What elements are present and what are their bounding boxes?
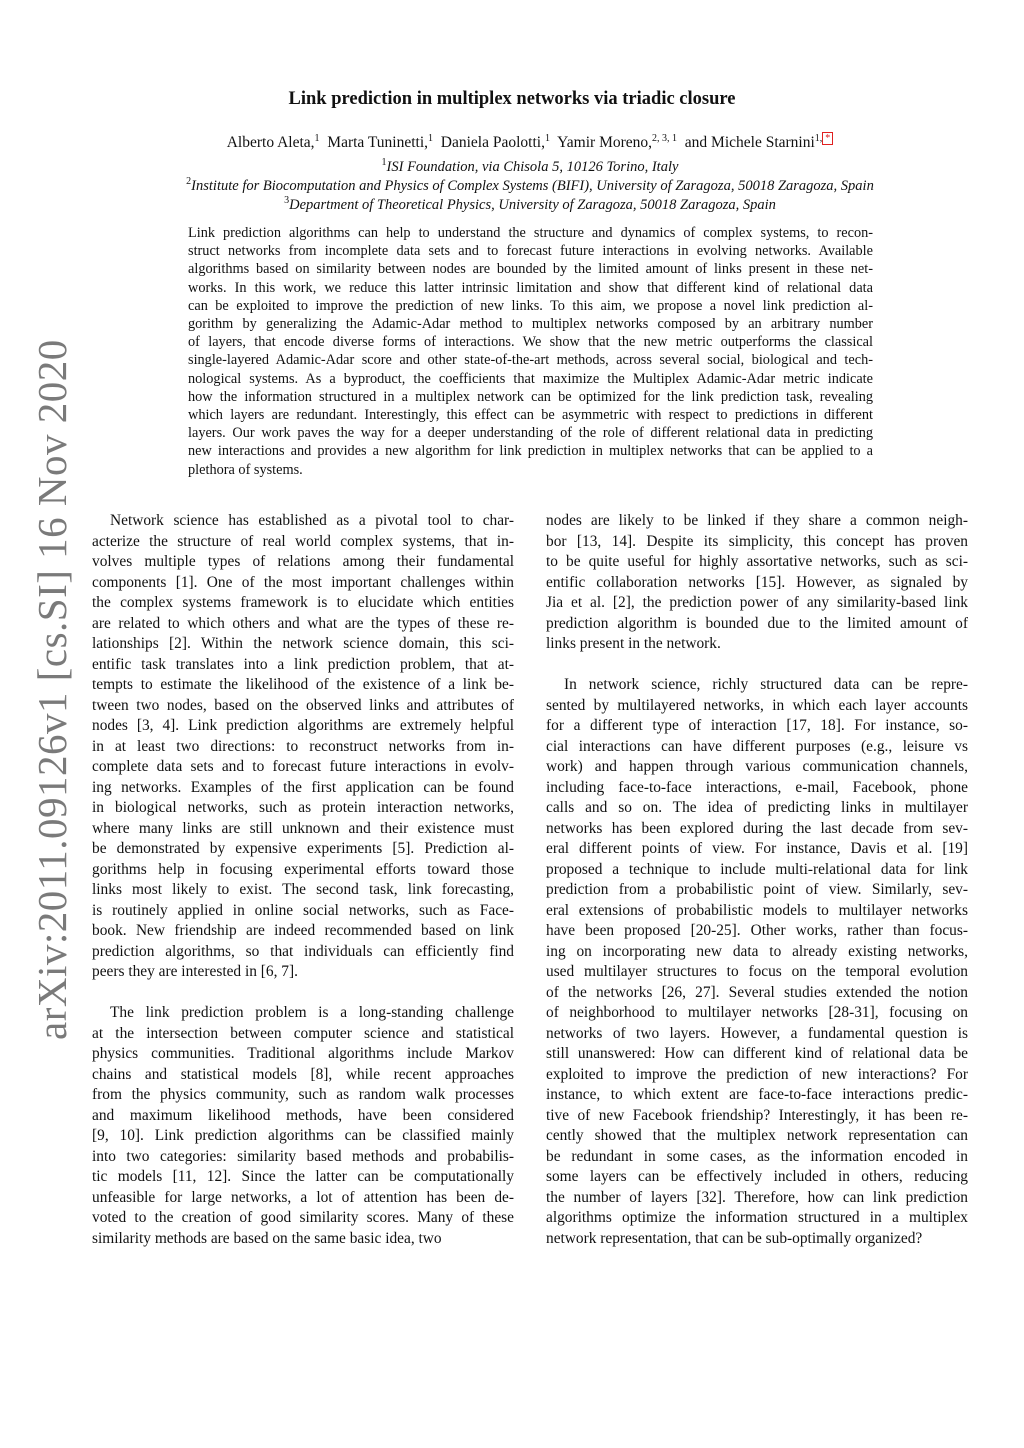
abstract-line: struct networks from incomplete data sets and to forecast future interactions in evolving networks. Available xyxy=(188,243,873,260)
body-line: proposed a technique to include multi-relational data for link xyxy=(546,860,968,878)
body-column-left xyxy=(92,511,514,1249)
body-line: cial interactions can have different purposes (e.g., leisure vs xyxy=(546,737,968,755)
abstract-line: layers. Our work paves the way for a deeper understanding of the role of different relational data in predicting xyxy=(188,425,873,442)
body-line: chains and statistical models [8], while recent approaches xyxy=(92,1065,514,1083)
paragraph-gap xyxy=(92,983,514,1004)
body-line: links present in the network. xyxy=(546,635,721,652)
body-line: Jia et al. [2], the prediction power of any similarity-based link xyxy=(546,594,968,611)
corresponding-author-link[interactable]: * xyxy=(822,132,833,145)
abstract-line: single-layered Adamic-Adar score and other state-of-the-art methods, across several social, biological and tech- xyxy=(188,352,873,369)
abstract-line: can be exploited to improve the prediction of new links. To this aim, we propose a novel link prediction al- xyxy=(188,297,873,314)
body-line: at the intersection between computer science and statistical xyxy=(92,1024,514,1042)
author: Alberto Aleta,$^1$ xyxy=(226,133,320,152)
body-line: used multilayer structures to focus on the temporal evolution xyxy=(546,963,968,980)
abstract-line: of layers, that encode diverse forms of interactions. We show that the new metric outperforms the classical xyxy=(188,334,873,351)
body-line: prediction algorithm is bounded due to the limited amount of xyxy=(546,614,968,632)
body-line: work) and happen through various communication channels, xyxy=(546,758,968,775)
author: Yamir Moreno,$^{2, 3, 1}$ xyxy=(557,133,678,152)
body-line: complete data sets and to forecast future interactions in evolv- xyxy=(92,758,514,775)
body-line: networks has been explored during the last decade from sev- xyxy=(546,819,968,837)
body-column-right xyxy=(546,511,968,1249)
body-line: in at least two directions: to reconstruct networks from in- xyxy=(92,737,514,755)
body-line: tic models [11, 12]. Since the latter can be computationally xyxy=(92,1168,514,1185)
body-line: instance, to which extent are face-to-face interactions predic- xyxy=(546,1086,968,1103)
body-line: networks of two layers. However, a fundamental question is xyxy=(546,1024,968,1042)
abstract xyxy=(188,224,873,479)
body-line: from the physics community, such as random walk processes xyxy=(92,1086,514,1103)
body-line: network representation, that can be sub-optimally organized? xyxy=(546,1229,923,1247)
abstract-line: plethora of systems. xyxy=(188,461,303,478)
body-line: and maximum likelihood methods, have been considered xyxy=(92,1106,514,1124)
author: Daniela Paolotti,$^1$ xyxy=(440,133,550,152)
body-line: ing on incorporating new data to already existing networks, xyxy=(546,942,968,960)
paragraph-gap xyxy=(546,655,968,676)
body-line: similarity methods are based on the same basic idea, two xyxy=(92,1229,442,1247)
body-line: have been proposed [20-25]. Other works, rather than focus- xyxy=(546,922,968,939)
body-line: tempts to estimate the likelihood of the existence of a link be- xyxy=(92,676,514,693)
body-line: including face-to-face interactions, e-mail, Facebook, phone xyxy=(546,778,968,796)
body-line: entific task translates into a link prediction problem, that at- xyxy=(92,655,514,673)
body-line: still unanswered: How can different kind of relational data be xyxy=(546,1045,968,1062)
body-line: tween two nodes, based on the observed links and attributes of xyxy=(92,696,514,714)
body-line: the number of layers [32]. Therefore, how can link prediction xyxy=(546,1188,968,1206)
body-line: of neighborhood to multilayer networks [28-31], focusing on xyxy=(546,1004,968,1021)
body-line: in biological networks, such as protein interaction networks, xyxy=(92,799,514,816)
body-line: to be quite useful for highly assortative networks, such as sci- xyxy=(546,553,968,570)
body-line: sented by multilayered networks, in which each layer accounts xyxy=(546,696,968,714)
abstract-line: new interactions and provides a new algorithm for link prediction in multiplex networks that can be applied to a xyxy=(188,443,873,460)
body-line: exploited to improve the prediction of new interactions? For xyxy=(546,1065,968,1083)
affiliation: $^1$ISI Foundation, via Chisola 5, 10126 Torino, Italy xyxy=(381,157,679,175)
abstract-line: nological systems. As a byproduct, the coefficients that maximize the Multiplex Adamic-Adar metric indicate xyxy=(188,370,873,387)
body-line: components [1]. One of the most important challenges within xyxy=(92,573,514,591)
body-line: physics communities. Traditional algorithms include Markov xyxy=(92,1045,514,1062)
author: Marta Tuninetti,$^1$ xyxy=(327,133,434,152)
body-line: is routinely applied in online social networks, such as Face- xyxy=(92,901,514,919)
body-line: some layers can be effectively included in others, reducing xyxy=(546,1168,968,1185)
body-line: entific collaboration networks [15]. However, as signaled by xyxy=(546,573,968,591)
abstract-line: gorithm by generalizing the Adamic-Adar method to multiplex networks composed by an arbitrary number xyxy=(188,316,873,333)
abstract-line: how the information structured in a multiplex network can be optimized for the link prediction task, revealing xyxy=(188,388,873,405)
body-line: lationships [2]. Within the network science domain, this sci- xyxy=(92,635,514,652)
body-line: book. New friendship are indeed recommended based on link xyxy=(92,922,514,939)
body-line: prediction algorithms, so that individuals can efficiently find xyxy=(92,942,514,960)
body-line: voted to the creation of good similarity scores. Many of these xyxy=(92,1209,514,1226)
author-list xyxy=(0,132,1024,152)
body-line: unfeasible for large networks, a lot of attention has been de- xyxy=(92,1188,514,1206)
body-line: volves multiple types of relations among their fundamental xyxy=(92,553,514,570)
body-line: algorithms optimize the information structured in a multiplex xyxy=(546,1209,968,1226)
body-line: The link prediction problem is a long-standing challenge xyxy=(110,1004,514,1021)
body-line: into two categories: similarity based methods and probabilis- xyxy=(92,1147,514,1165)
body-line: be demonstrated by expensive experiments [5]. Prediction al- xyxy=(92,840,514,857)
body-line: calls and so on. The idea of predicting links in multilayer xyxy=(546,799,968,816)
body-line: eral different points of view. For instance, Davis et al. [19] xyxy=(546,840,968,857)
abstract-line: Link prediction algorithms can help to understand the structure and dynamics of complex systems, to recon- xyxy=(188,225,873,241)
paper-title: Link prediction in multiplex networks via triadic closure xyxy=(288,89,736,109)
body-line: eral extensions of probabilistic models to multilayer networks xyxy=(546,901,968,919)
body-line: tive of new Facebook friendship? Interestingly, it has been re- xyxy=(546,1106,968,1124)
body-line: are related to which others and what are the types of these re- xyxy=(92,614,514,632)
arxiv-identifier-stamp: arXiv:2011.09126v1 [cs.SI] 16 Nov 2020 xyxy=(29,339,75,1040)
body-line: of the networks [26, 27]. Several studies extended the notion xyxy=(546,983,968,1001)
body-line: acterize the structure of real world complex systems, that in- xyxy=(92,532,514,550)
body-line: be redundant in some cases, as the information encoded in xyxy=(546,1147,968,1165)
abstract-line: works. In this work, we reduce this latter intrinsic limitation and show that different kind of relational data xyxy=(188,279,873,296)
body-line: the complex systems framework is to elucidate which entities xyxy=(92,594,514,611)
body-line: Network science has established as a pivotal tool to char- xyxy=(110,512,514,529)
body-line: for a different type of interaction [17, 18]. For instance, so- xyxy=(546,717,968,734)
abstract-line: which layers are redundant. Interestingly, this effect can be asymmetric with respect to predictions in different xyxy=(188,407,873,424)
body-line: gorithms help in focusing experimental efforts toward those xyxy=(92,860,514,878)
body-line: ing networks. Examples of the first application can be found xyxy=(92,778,514,796)
body-line: [9, 10]. Link prediction algorithms can be classified mainly xyxy=(92,1127,514,1144)
body-line: prediction from a probabilistic point of view. Similarly, sev- xyxy=(546,881,968,898)
abstract-line: algorithms based on similarity between nodes are bounded by the limited amount of links present in these net- xyxy=(188,261,873,278)
body-line: bor [13, 14]. Despite its simplicity, this concept has proven xyxy=(546,532,968,550)
body-line: nodes are likely to be linked if they share a common neigh- xyxy=(546,512,968,529)
body-line: nodes [3, 4]. Link prediction algorithms are extremely helpful xyxy=(92,717,514,734)
body-line: peers they are interested in [6, 7]. xyxy=(92,963,298,980)
author: and Michele Starnini$^{1,}$ * xyxy=(685,134,834,151)
body-line: In network science, richly structured data can be repre- xyxy=(564,676,968,693)
body-line: where many links are still unknown and their existence must xyxy=(92,819,514,837)
body-line: cently showed that the multiplex network representation can xyxy=(546,1127,968,1144)
body-line: links most likely to exist. The second task, link forecasting, xyxy=(92,881,514,898)
affiliation: $^2$Institute for Biocomputation and Physics of Complex Systems (BIFI), University of Zaragoza, 50018 Zaragoza, Spain xyxy=(186,176,874,194)
affiliation: $^3$Department of Theoretical Physics, University of Zaragoza, 50018 Zaragoza, Spain xyxy=(284,195,776,213)
